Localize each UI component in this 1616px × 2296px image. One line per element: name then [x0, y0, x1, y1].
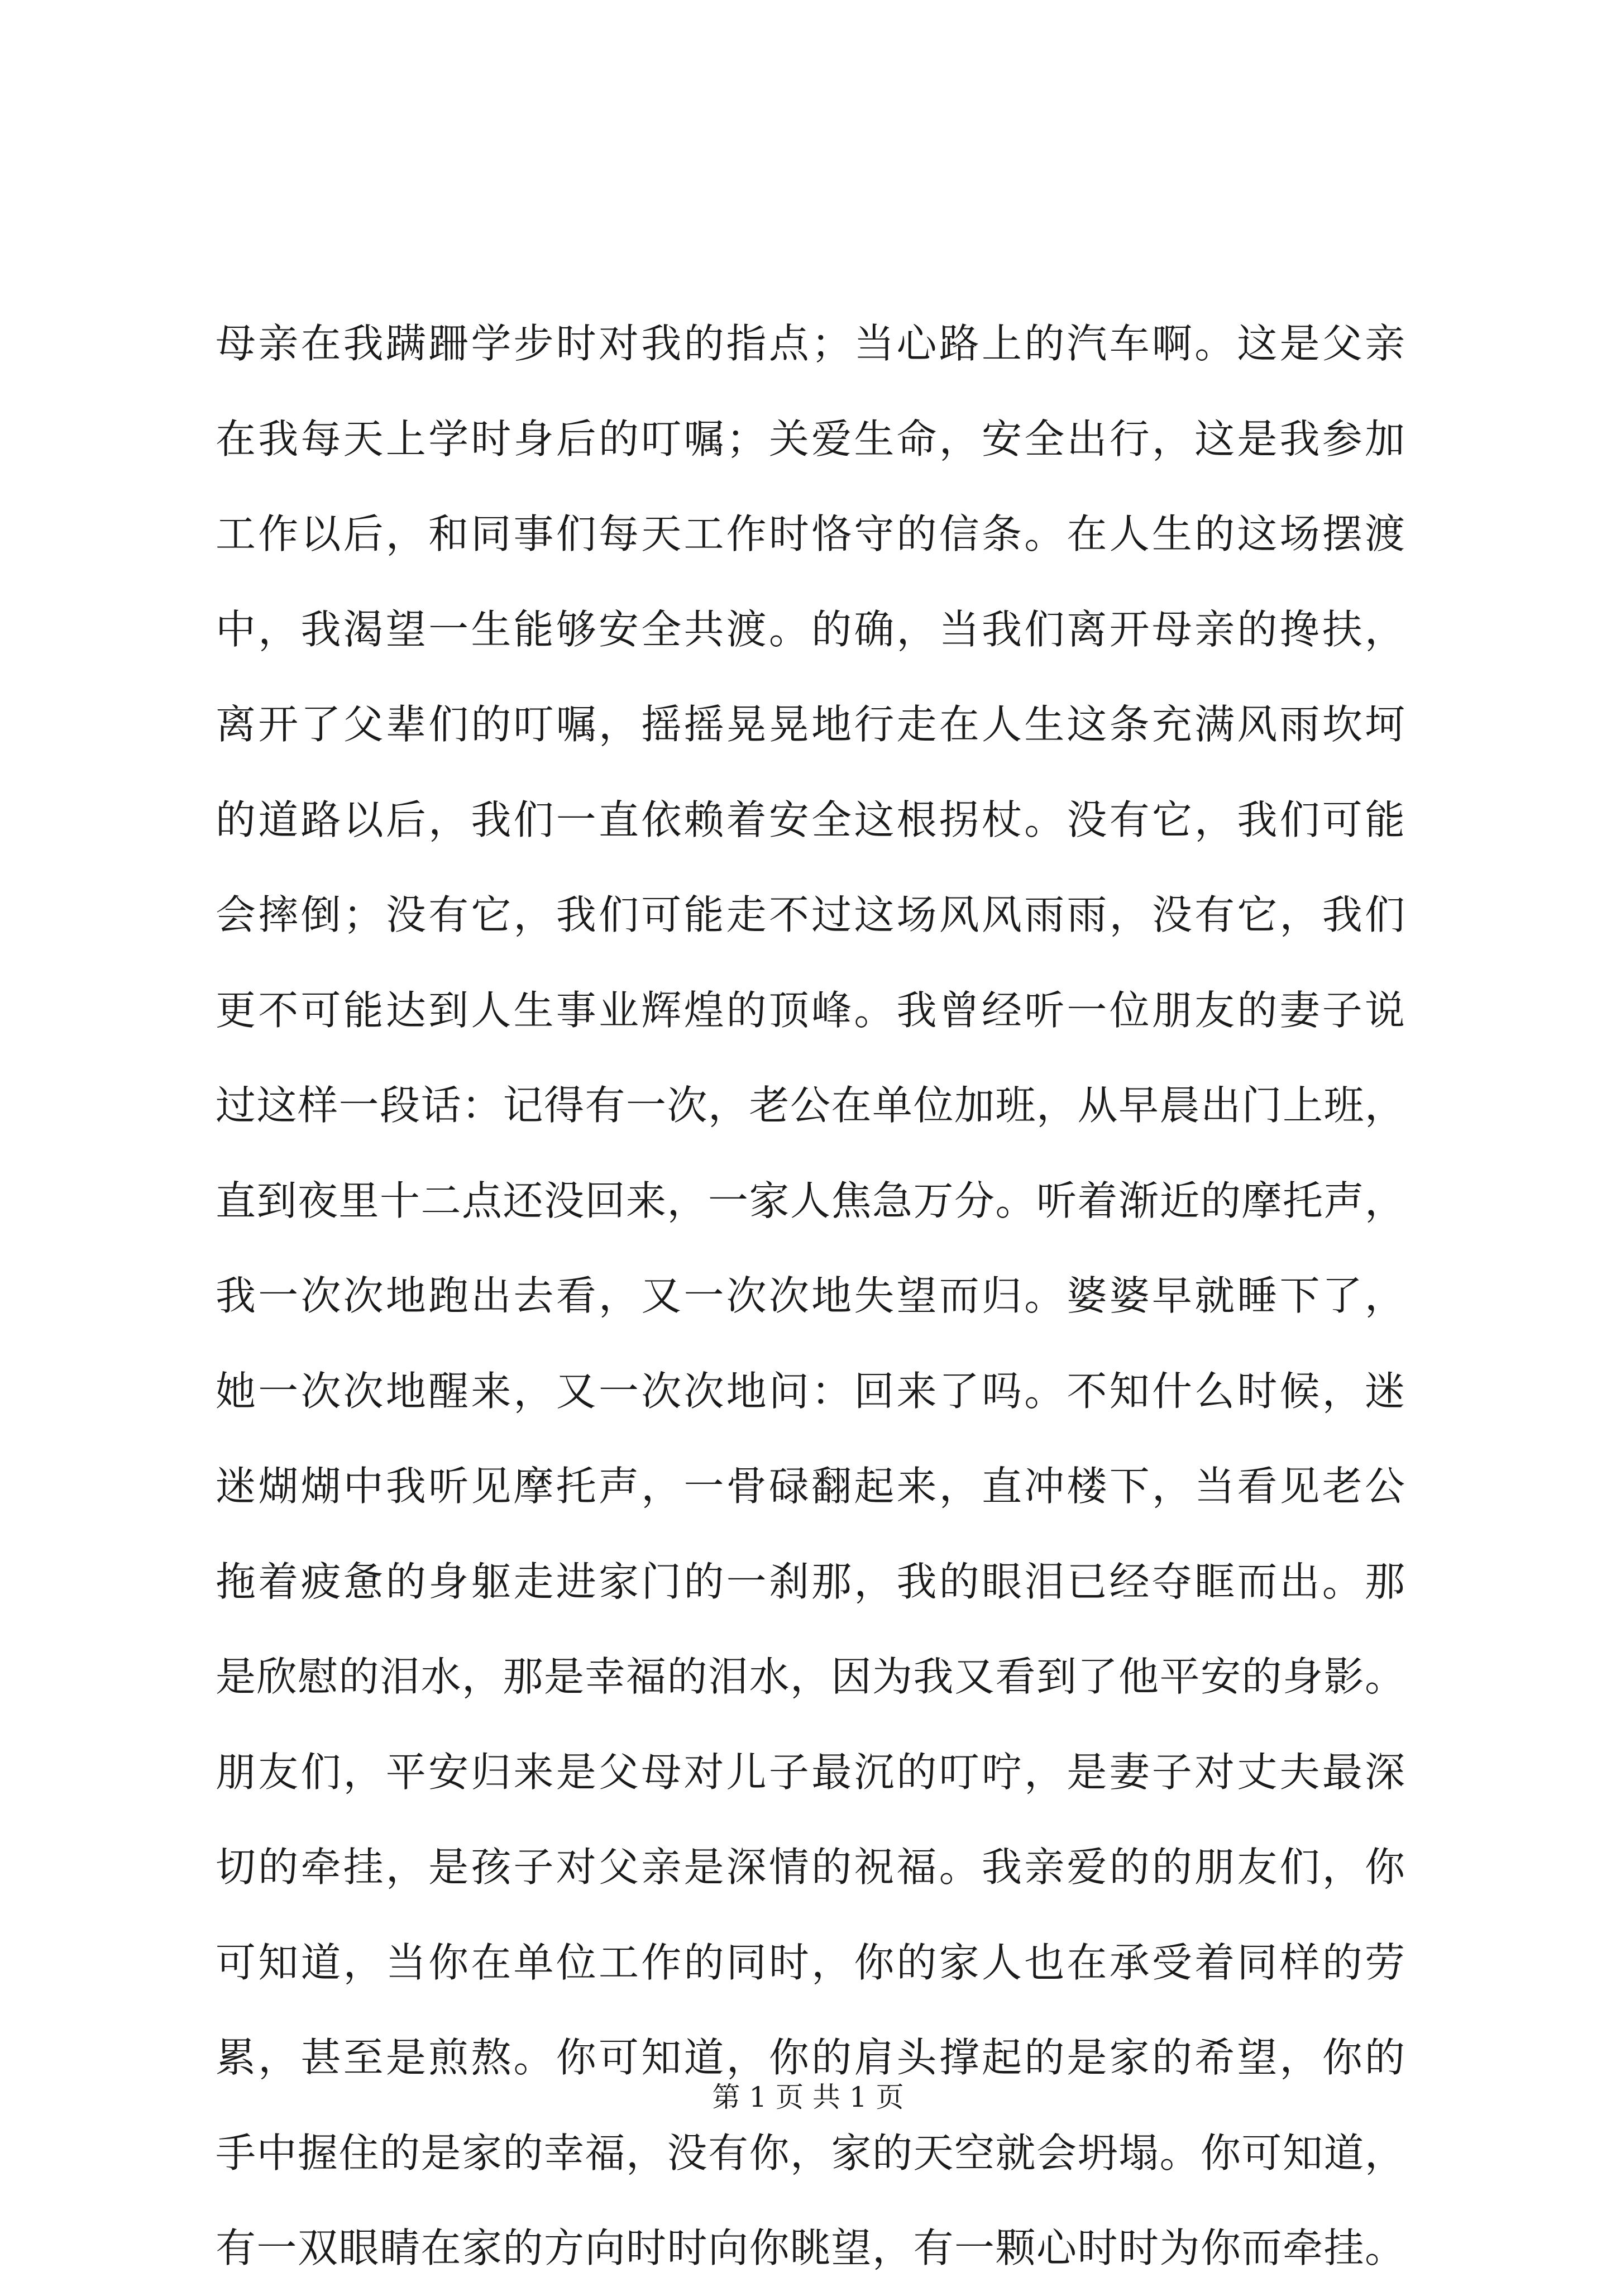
text-line: 我一次次地跑出去看，又一次次地失望而归。婆婆早就睡下了， [216, 1272, 1405, 1319]
text-line: 离开了父辈们的叮嘱，摇摇晃晃地行走在人生这条充满风雨坎坷 [216, 701, 1405, 748]
text-line: 更不可能达到人生事业辉煌的顶峰。我曾经听一位朋友的妻子说 [216, 986, 1405, 1034]
text-line: 在我每天上学时身后的叮嘱；关爱生命，安全出行，这是我参加 [216, 415, 1405, 462]
text-line: 迷煳煳中我听见摩托声，一骨碌翻起来，直冲楼下，当看见老公 [216, 1463, 1405, 1510]
text-line: 手中握住的是家的幸福，没有你，家的天空就会坍塌。你可知道， [216, 2129, 1405, 2176]
text-line: 的道路以后，我们一直依赖着安全这根拐杖。没有它，我们可能 [216, 796, 1405, 843]
text-line: 拖着疲惫的身躯走进家门的一刹那，我的眼泪已经夺眶而出。那 [216, 1558, 1405, 1605]
text-line: 可知道，当你在单位工作的同时，你的家人也在承受着同样的劳 [216, 1939, 1405, 1986]
text-line: 累，甚至是煎熬。你可知道，你的肩头撑起的是家的希望，你的 [216, 2034, 1405, 2081]
text-line: 中，我渴望一生能够安全共渡。的确，当我们离开母亲的搀扶， [216, 605, 1405, 653]
text-line: 她一次次地醒来，又一次次地问：回来了吗。不知什么时候，迷 [216, 1367, 1405, 1415]
text-line: 是欣慰的泪水，那是幸福的泪水，因为我又看到了他平安的身影。 [216, 1653, 1405, 1700]
body-text [216, 296, 1405, 2296]
text-line: 切的牵挂，是孩子对父亲是深情的祝福。我亲爱的的朋友们，你 [216, 1844, 1405, 1891]
text-line: 过这样一段话：记得有一次，老公在单位加班，从早晨出门上班， [216, 1082, 1405, 1129]
text-line: 会摔倒；没有它，我们可能走不过这场风风雨雨，没有它，我们 [216, 891, 1405, 938]
page-number-label: 第 1 页 共 1 页 [712, 2081, 904, 2113]
text-line: 有一双眼睛在家的方向时时向你眺望，有一颗心时时为你而牵挂。 [216, 2225, 1405, 2271]
text-line: 工作以后，和同事们每天工作时恪守的信条。在人生的这场摆渡 [216, 510, 1405, 557]
page-footer [0, 2075, 1616, 2120]
text-line: 朋友们，平安归来是父母对儿子最沉的叮咛，是妻子对丈夫最深 [216, 1748, 1405, 1796]
text-line: 母亲在我蹒跚学步时对我的指点；当心路上的汽车啊。这是父亲 [216, 320, 1405, 367]
text-line: 直到夜里十二点还没回来，一家人焦急万分。听着渐近的摩托声， [216, 1177, 1405, 1224]
